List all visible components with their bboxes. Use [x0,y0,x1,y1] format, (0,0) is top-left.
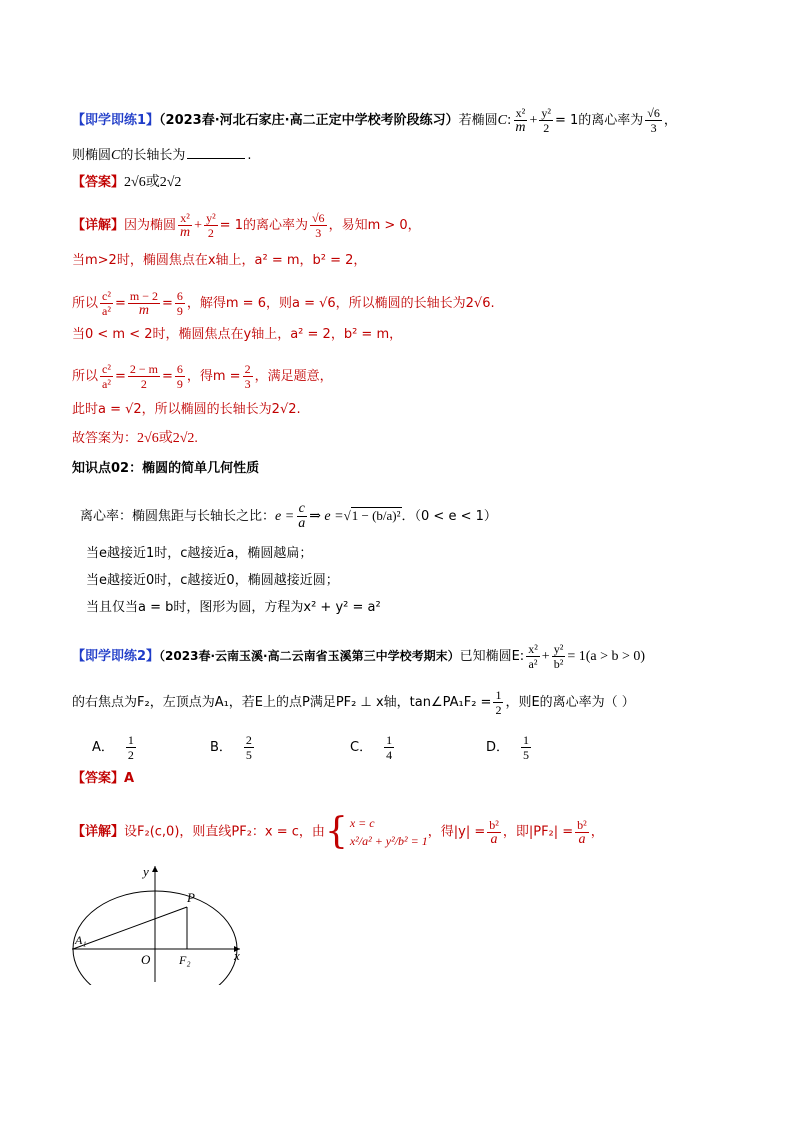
option-value: $\frac{2}{5}$ [245,733,252,762]
answer-value: A [124,771,135,786]
exercise-2-source: （2023春·云南玉溪·高二云南省玉溪第三中学校考期末） [159,649,460,663]
fraction: $\frac{\text{x²}}{m}$ [180,211,191,240]
text: 设F₂(c,0)，则直线PF₂：x = c，由 [124,824,325,840]
origin-label: O [141,952,151,967]
colon: : [506,113,512,128]
fraction: $\frac{√6}{3}$ [311,211,325,240]
detail-tag: 【详解】 [72,218,125,233]
equals: = [114,296,126,311]
text: ，满足题意， [254,369,333,384]
fraction: $\frac{\text{b²}}{a}$ [489,817,499,847]
answer-1 [72,174,181,192]
text: 所以 [72,296,99,311]
range: ．（0 < e < 1） [401,509,497,524]
text: 故答案为： [72,431,138,446]
text: ，易知m > 0， [328,218,421,233]
equation-system: { x = c x²/a² + y²/b² = 1 [324,811,428,852]
plus-sign: + [529,113,538,128]
property-2: 当e越接近0时，c越接近0，椭圆越接近圆； [86,573,339,588]
y-axis-label: y [143,864,149,879]
fraction: $\frac{\text{b²}}{a}$ [577,817,587,847]
equation: = 1(a > b > 0) [567,649,646,664]
exercise-1-text: 若椭圆 [458,113,498,128]
fraction-y2-2: $\frac{\text{y²}}{2}$ [541,106,551,135]
detail-2-line-1 [72,811,604,852]
answer-tag: 【答案】 [72,175,125,190]
exercise-2-line-2 [72,688,635,717]
fraction: $\frac{\text{x²}}{\text{a²}}$ [528,642,538,671]
comma: ， [590,824,604,840]
option-value: $\frac{1}{5}$ [523,733,530,762]
fraction: $\frac{\text{c²}}{\text{a²}}$ [102,362,111,391]
text: 所以 [72,369,99,384]
option-c[interactable] [350,733,396,762]
text: 则椭圆 [72,148,112,163]
text: ，得m = [186,369,241,384]
answer-2 [72,770,134,788]
fraction: $\frac{6}{9}$ [176,362,183,391]
text: 离心率：椭圆焦距与长轴长之比： [80,509,276,524]
answer-blank [187,146,245,159]
sqrt-expression: √1 − (b/a)² [343,508,401,523]
point-a1-label: A₁ [75,933,87,947]
equals: = [161,296,173,311]
option-label: A． [92,740,114,755]
text: ，则E的离心率为（ ） [505,695,635,710]
curve-name: C [497,113,507,128]
period: . [247,148,252,163]
detail-1-line-2: 当m>2时，椭圆焦点在x轴上，a² = m，b² = 2， [72,253,367,268]
detail-1-line-7 [72,430,198,448]
fraction: $\frac{1}{2}$ [495,688,502,717]
text: ，解得m = 6，则a = √6，所以椭圆的长轴长为2√6. [186,296,495,311]
text: 的右焦点为F₂，左顶点为A₁，若E上的点P满足PF₂ ⊥ x轴，tan∠PA₁F₂ = [72,695,492,710]
fraction-c-a: $\frac{c}{a}$ [298,501,306,531]
implies: ⇒ e = [309,509,344,524]
x-axis-label: x [234,948,240,963]
detail-1-line-4: 当0 < m < 2时，椭圆焦点在y轴上，a² = 2，b² = m， [72,327,403,342]
text: ，得|y| = [427,824,486,840]
fraction: $\frac{\text{y²}}{2}$ [206,211,216,240]
ellipse-figure [68,860,258,985]
fraction: $\frac{m - 2}{m}$ [129,289,158,318]
exercise-2-question: 【即学即练2】（2023春·云南玉溪·高二云南省玉溪第三中学校考期末）已知椭圆E: $\frac{\text{x²}}{\text{a²}}$ + $\frac{\text{y²}}{\text{b²}}$ = 1(a > b > 0) [72,642,646,671]
e-equals: e = [275,509,295,524]
point-p-label: P [187,890,195,905]
comma: ， [663,113,677,128]
final-answer: 2√6或2√2. [137,431,198,446]
detail-1-line-1: 【详解】因为椭圆 $\frac{\text{x²}}{m}$ + $\frac{\text{y²}}{2}$ = 1的离心率为 $\frac{√6}{3}$ ，易知m > 0， [72,211,421,240]
curve-name: C [111,148,121,163]
exercise-1-source: （2023春·河北石家庄·高二正定中学校考阶段练习） [159,113,459,128]
property-1: 当e越接近1时，c越接近a，椭圆越扁； [86,546,313,561]
detail-tag: 【详解】 [72,824,125,840]
point-f2-label: F₂ [179,953,191,967]
detail-1-line-3 [72,289,495,318]
fraction: $\frac{\text{c²}}{\text{a²}}$ [102,289,111,318]
fraction: $\frac{2}{3}$ [244,362,251,391]
option-a[interactable] [92,733,138,762]
eccentricity-fraction: $\frac{√6}{3}$ [647,106,660,135]
exercise-2-tag: 【即学即练2】 [72,649,160,664]
option-value: $\frac{1}{4}$ [386,733,393,762]
option-d[interactable] [486,733,533,762]
system-row-2: x²/a² + y²/b² = 1 [349,834,428,848]
answer-tag: 【答案】 [72,771,125,786]
fraction: $\frac{\text{y²}}{\text{b²}}$ [553,642,564,671]
text: 因为椭圆 [124,218,177,233]
exercise-1-question [72,106,677,135]
equals: = [114,369,126,384]
answer-value: 2√6或2√2 [124,175,182,190]
property-3: 当且仅当a = b时，图形为圆，方程为x² + y² = a² [86,600,381,615]
text: 的长轴长为 [120,148,186,163]
system-row-1: x = c [349,816,375,830]
fraction: $\frac{6}{9}$ [176,289,183,318]
option-label: C． [350,740,373,755]
option-value: $\frac{1}{2}$ [127,733,134,762]
fraction-x2-m: $\frac{\text{x²}}{m}$ [515,106,526,135]
exercise-1-line-2 [72,146,252,165]
knowledge-point-title: 知识点02：椭圆的简单几何性质 [72,461,260,476]
equals: = [161,369,173,384]
option-label: D． [486,740,510,755]
text: ，即|PF₂| = [502,824,574,840]
detail-1-line-6: 此时a = √2，所以椭圆的长轴长为2√2. [72,402,301,417]
eccentricity-definition [80,502,497,531]
fraction: $\frac{2 - m}{2}$ [129,362,158,391]
text: 已知椭圆E: [459,649,525,664]
detail-1-line-5 [72,362,333,391]
exercise-1-tag: 【即学即练1】 [72,113,160,128]
text: = 1的离心率为 [219,218,308,233]
equation-text: = 1的离心率为 [555,113,644,128]
option-label: B． [210,740,232,755]
option-b[interactable] [210,733,256,762]
